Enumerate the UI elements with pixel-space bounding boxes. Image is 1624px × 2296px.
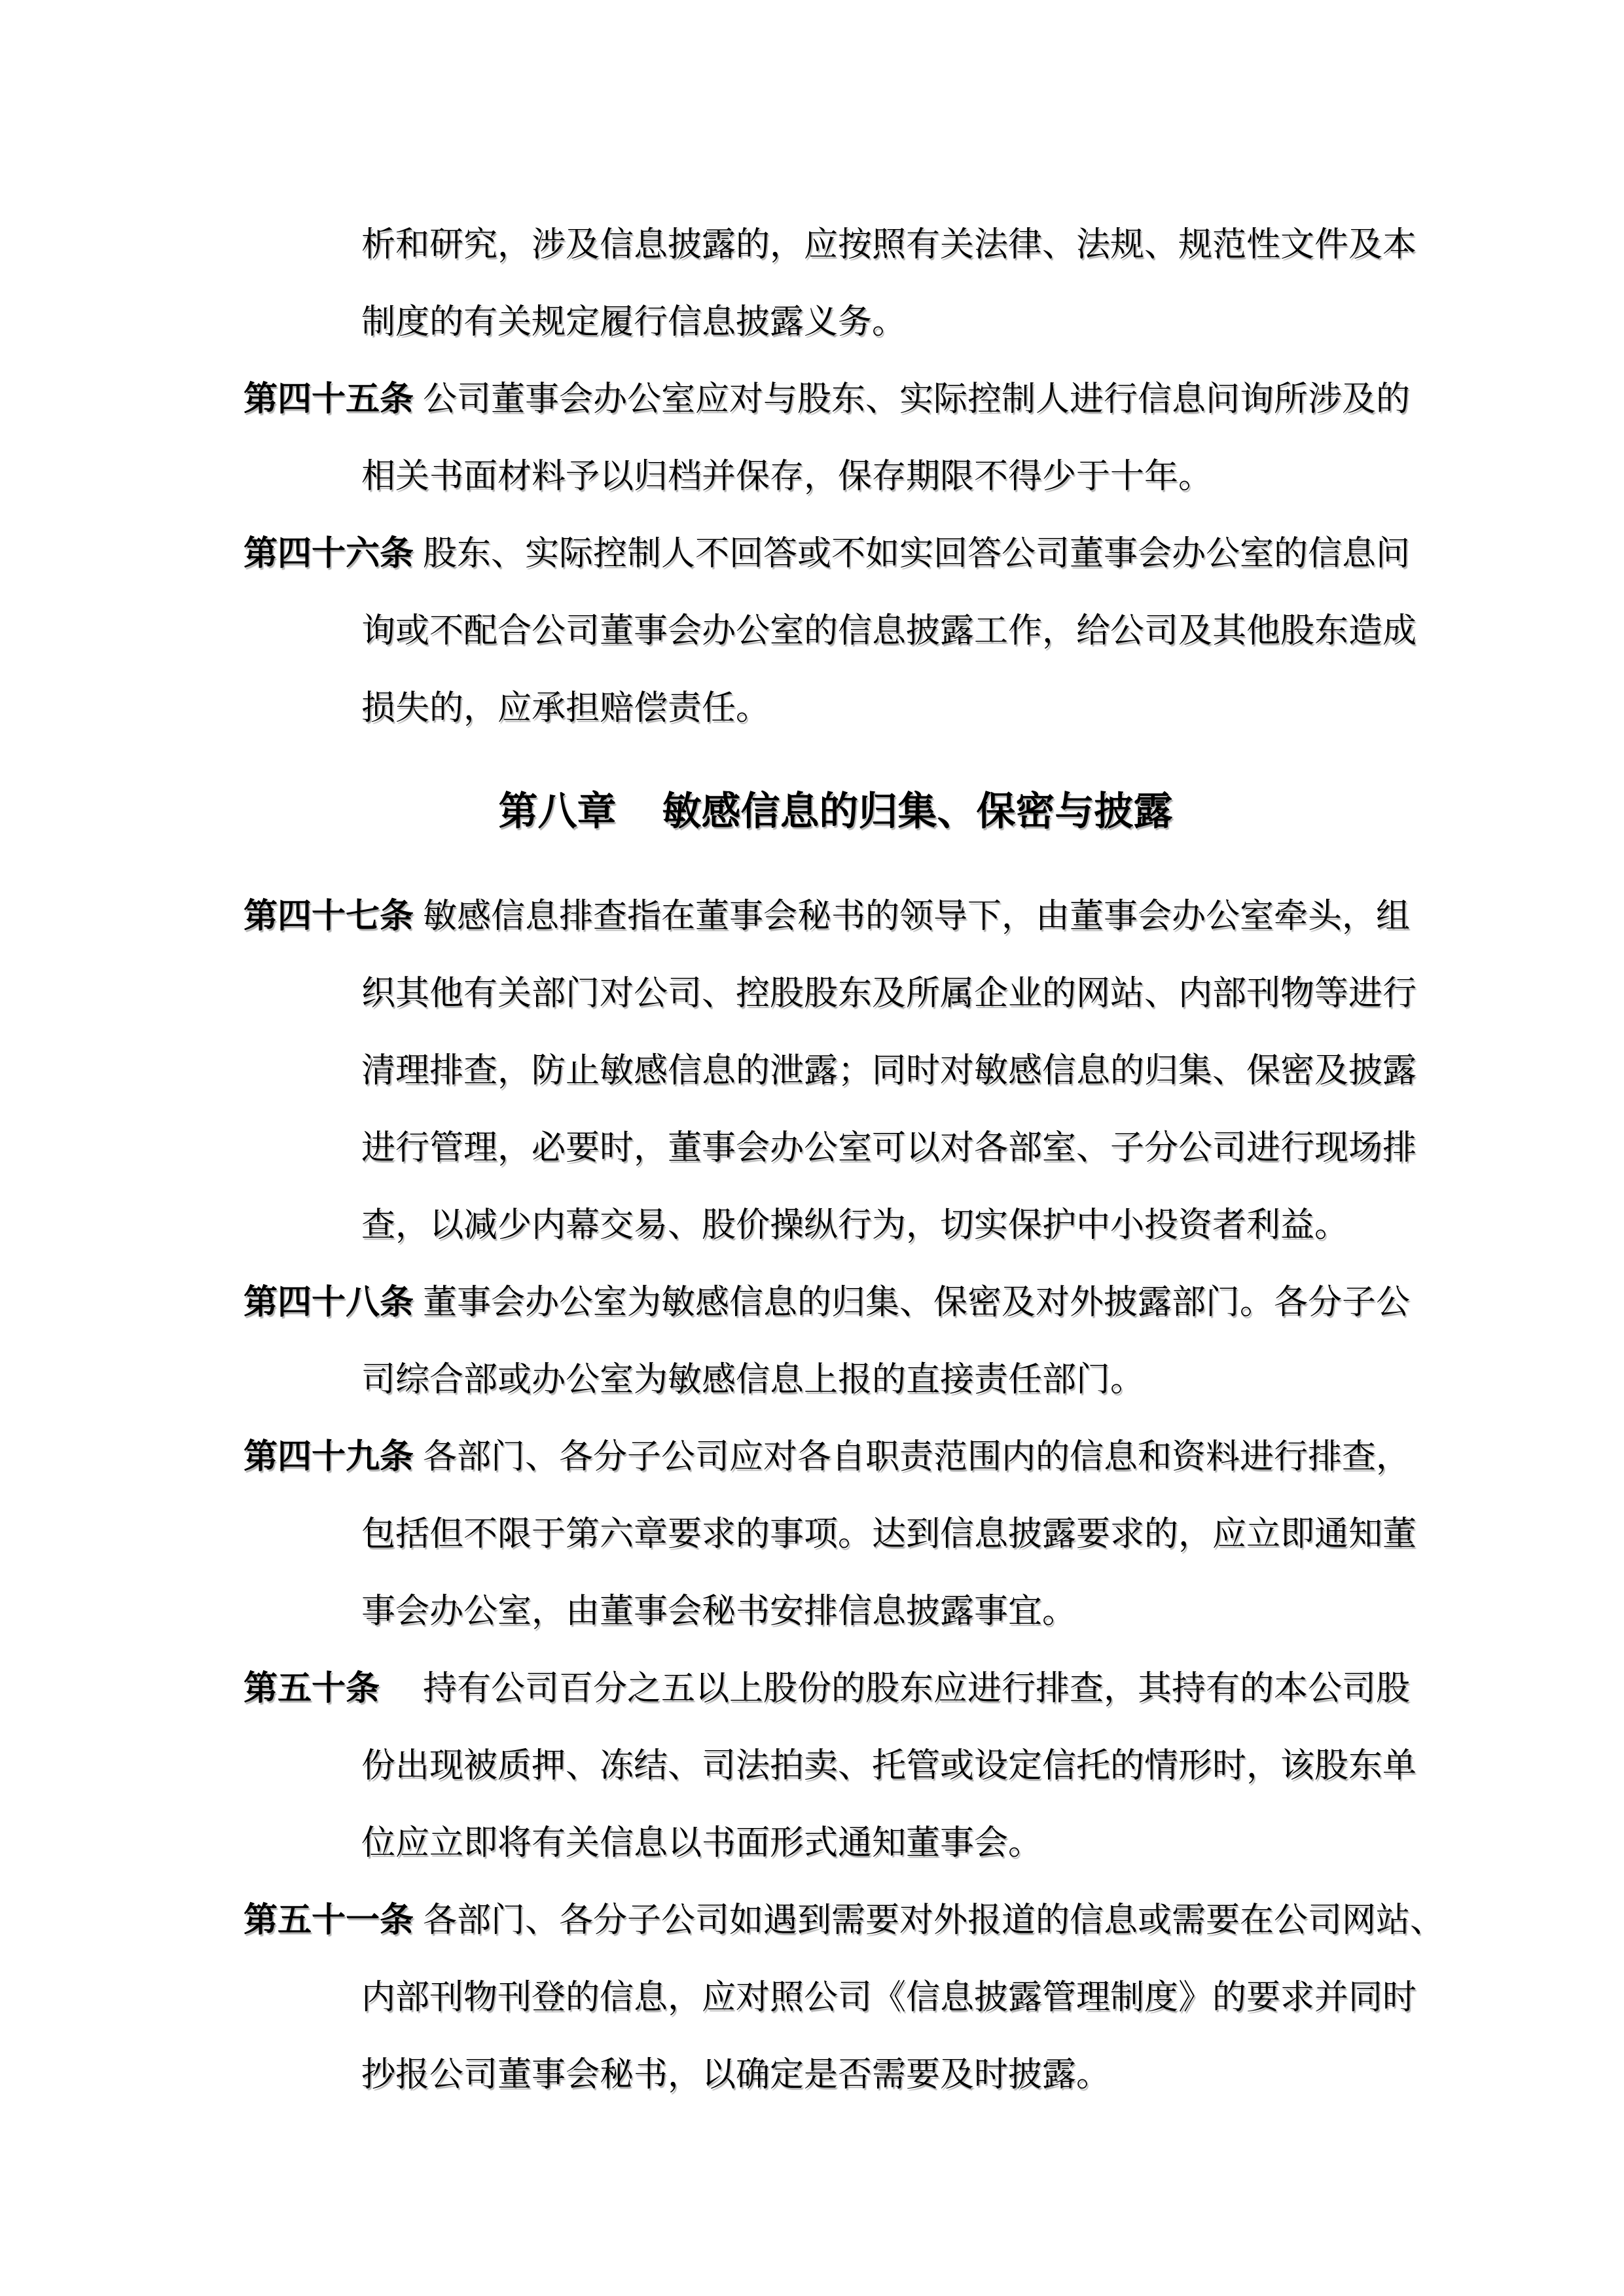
article-number: 第四十八条: [244, 1284, 414, 1321]
line-text: 内部刊物刊登的信息，应对照公司《信息披露管理制度》的要求并同时: [361, 1979, 1417, 2017]
article-paragraph: [244, 1882, 1445, 2114]
text-line: [361, 670, 1428, 747]
article-paragraph: [244, 516, 1428, 747]
text-line: [361, 1496, 1428, 1573]
text-line: [244, 1651, 1428, 1728]
text-line: [361, 2037, 1428, 2114]
line-text: 织其他有关部门对公司、控股股东及所属企业的网站、内部刊物等进行: [361, 975, 1417, 1013]
line-text: 各部门、各分子公司应对各自职责范围内的信息和资料进行排查，: [423, 1439, 1411, 1476]
text-line: [244, 1419, 1428, 1496]
line-text: 包括但不限于第六章要求的事项。达到信息披露要求的，应立即通知董: [361, 1516, 1417, 1553]
line-text: 董事会办公室为敏感信息的归集、保密及对外披露部门。各分子公: [423, 1284, 1411, 1321]
line-text: 损失的，应承担赔偿责任。: [361, 690, 770, 727]
article-paragraph: [244, 1419, 1428, 1651]
text-line: [244, 1882, 1445, 1960]
line-text: 相关书面材料予以归档并保存，保存期限不得少于十年。: [361, 458, 1213, 495]
article-number: 第四十九条: [244, 1439, 414, 1476]
text-line: [361, 207, 1428, 284]
text-line: [361, 593, 1428, 670]
text-line: [361, 439, 1428, 516]
text-line: [244, 516, 1428, 593]
text-line: [361, 1187, 1428, 1265]
article-number: 第四十六条: [244, 535, 414, 573]
text-line: [361, 1342, 1428, 1419]
line-text: 制度的有关规定履行信息披露义务。: [361, 304, 907, 341]
text-line: [361, 1960, 1428, 2037]
article-number: 第四十五条: [244, 381, 414, 418]
line-text: 清理排查，防止敏感信息的泄露；同时对敏感信息的归集、保密及披露: [361, 1052, 1417, 1090]
line-text: 事会办公室，由董事会秘书安排信息披露事宜。: [361, 1593, 1077, 1630]
line-text: 持有公司百分之五以上股份的股东应进行排查，其持有的本公司股: [423, 1670, 1411, 1708]
text-line: [361, 1033, 1428, 1110]
line-text: 各部门、各分子公司如遇到需要对外报道的信息或需要在公司网站、: [423, 1902, 1445, 1939]
chapter-title: 敏感信息的归集、保密与披露: [662, 790, 1173, 833]
text-line: [361, 1573, 1428, 1651]
line-text: 司综合部或办公室为敏感信息上报的直接责任部门。: [361, 1361, 1145, 1399]
line-text: 份出现被质押、冻结、司法拍卖、托管或设定信托的情形时，该股东单: [361, 1748, 1417, 1785]
text-line: [244, 361, 1428, 439]
article-paragraph: [244, 1651, 1428, 1882]
text-line: [361, 1805, 1428, 1882]
line-text: 查，以减少内幕交易、股价操纵行为，切实保护中小投资者利益。: [361, 1207, 1349, 1244]
continuation-paragraph: [244, 207, 1428, 361]
line-text: 进行管理，必要时，董事会办公室可以对各部室、子分公司进行现场排: [361, 1130, 1417, 1167]
text-line: [361, 1110, 1428, 1187]
line-text: 公司董事会办公室应对与股东、实际控制人进行信息问询所涉及的: [423, 381, 1411, 418]
text-line: [361, 956, 1428, 1033]
line-text: 位应立即将有关信息以书面形式通知董事会。: [361, 1825, 1043, 1862]
line-text: 析和研究，涉及信息披露的，应按照有关法律、法规、规范性文件及本: [361, 226, 1417, 264]
line-text: 敏感信息排查指在董事会秘书的领导下，由董事会办公室牵头，组: [423, 898, 1411, 935]
article-paragraph: [244, 361, 1428, 516]
chapter-number: 第八章: [498, 790, 617, 833]
line-text: 股东、实际控制人不回答或不如实回答公司董事会办公室的信息问: [423, 535, 1411, 573]
article-number: 第五十条: [244, 1670, 380, 1708]
article-number: 第四十七条: [244, 898, 414, 935]
article-paragraph: [244, 878, 1428, 1265]
line-text: 询或不配合公司董事会办公室的信息披露工作，给公司及其他股东造成: [361, 613, 1417, 650]
chapter-heading: [244, 771, 1428, 852]
article-number: 第五十一条: [244, 1902, 414, 1939]
line-text: 抄报公司董事会秘书，以确定是否需要及时披露。: [361, 2056, 1111, 2094]
text-line: [244, 878, 1428, 956]
article-paragraph: [244, 1265, 1428, 1419]
text-line: [244, 1265, 1428, 1342]
text-line: [361, 284, 1428, 361]
text-line: [361, 1728, 1428, 1805]
